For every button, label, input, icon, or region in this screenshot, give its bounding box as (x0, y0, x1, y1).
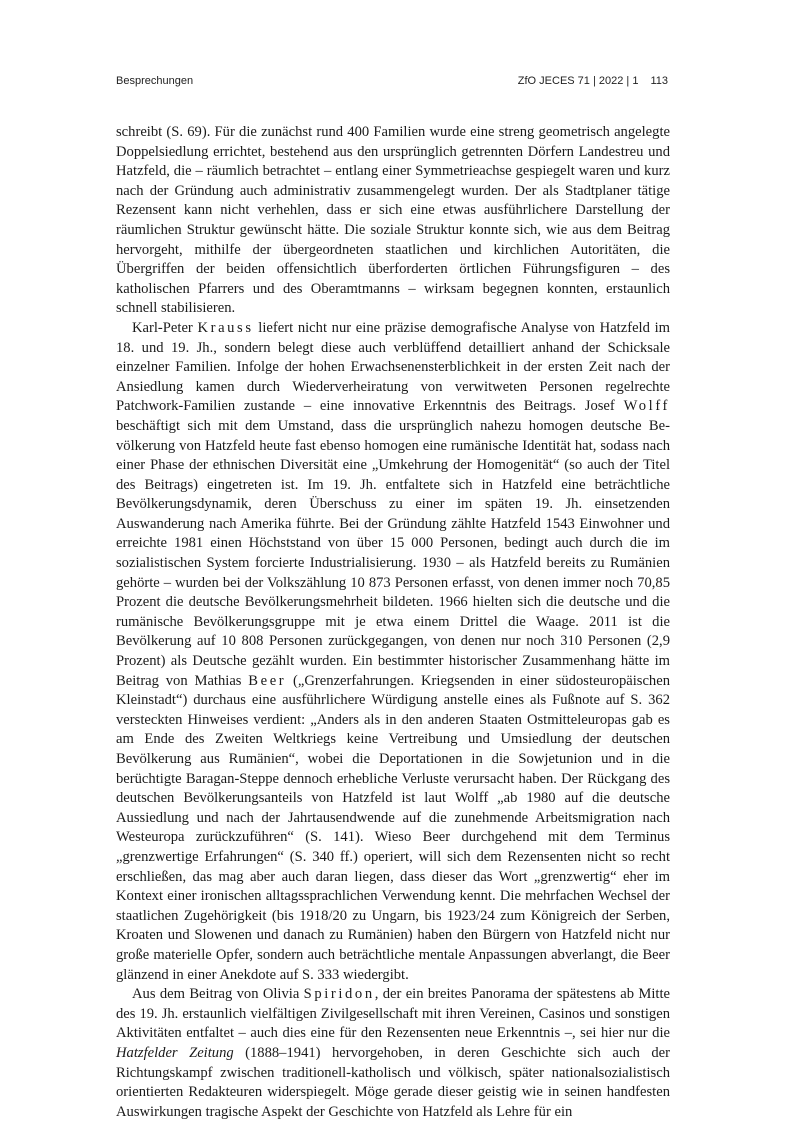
paragraph-text: , der ein breites Panorama der spätestens ab Mitte des 19. Jh. erstaunlich vielfältigen Zivilgesellschaft mit ihren Vereinen, Casinos und sonstigen Aktivitäten entfaltet – auch dies eine für den Rezensenten neue Erkenntnis –, sei hier nur die (116, 986, 670, 1042)
newspaper-title: Hatzfelder Zeitung (116, 1044, 234, 1061)
paragraph-text: beschäftigt sich mit dem Umstand, dass die ursprünglich nahezu homogen deutsche Bevölkerung von Hatzfeld heute fast ebenso homogen eine rumänische Identität hat, sodass nach einer Phase der ethnischen Diversität eine „Umkehrung der Homogenität“ (so auch der Titel des Beitrags) eingetreten ist. Im 19. Jh. entfaltete sich in Hatzfeld eine beträchtliche Bevölkerungsdynamik, deren Überschuss zu einer im späten 19. Jh. einsetzenden Auswanderung nach Amerika führte. Bei der Gründung zählte Hatzfeld 1543 Einwohner und erreichte 1981 einen Höchststand von über 15 000 Personen, bedingt auch durch die im sozialistischen System forcierte Industrialisierung. 1930 – als Hatzfeld bereits zu Rumänien gehörte – wurden bei der Volkszählung 10 873 Personen erfasst, von denen immer noch 70,85 Prozent die deutsche Bevölkerungsmehrheit bildeten. 1966 hielten sich die deutsche und die rumänische Bevölkerungsgruppe mit je etwa einem Drittel die Waage. 2011 ist die Bevölkerung auf 10 808 Personen zurückgegangen, von denen nur noch 310 Personen (2,9 Prozent) als Deutsche gezählt wurden. Ein bestimmter historischer Zusammenhang hätte im Beitrag von Mathias (116, 417, 670, 689)
paragraph-text: Karl-Peter (132, 319, 198, 336)
author-name-krauss: Krauss (197, 319, 254, 336)
running-header (116, 75, 668, 93)
paragraph-2 (116, 319, 670, 985)
author-name-beer: Beer (248, 672, 287, 689)
section-title: Besprechungen (116, 75, 194, 87)
journal-reference (518, 75, 668, 87)
paragraph-1 (116, 123, 670, 319)
paragraph-text: liefert nicht nur eine präzise demografische Analyse von Hatzfeld im 18. und 19. Jh., sondern belegt diese auch verblüffend detailliert anhand der Schicksale einzelner Familien. Infolge der hohen Erwachsenensterblichkeit in der ersten Zeit nach der Ansiedlung kamen durch Wiederverheiratung von verwitweten Personen regelrechte Patchwork-Familien zustande – eine innovative Erkenntnis des Beitrags. Josef (116, 319, 670, 415)
author-name-spiridon: Spiridon (303, 986, 375, 1003)
author-name-wolff: Wolff (623, 398, 670, 415)
page-number: 113 (650, 75, 668, 87)
body-text (116, 123, 670, 1122)
paragraph-text: („Grenzerfahrungen. Kriegsenden in einer südosteuropäischen Kleinstadt“) durchaus eine ausführlichere Würdigung anstelle eines als Fußnote auf S. 362 versteckten Hinweises verdient: „Anders als in den anderen Staaten Ostmitteleuropas gab es am Ende des Zweiten Weltkriegs keine Vertreibung und Umsiedlung der deutschen Bevölkerung aus Rumänien“, wobei die Deportationen in die Sowjetunion und in die berüchtigte Baragan-Steppe dennoch erhebliche Verluste verursacht haben. Der Rückgang des deutschen Bevölkerungsanteils von Hatzfeld ist laut Wolff „ab 1980 auf die deutsche Aussiedlung und nach der Jahrtausendwende auf die zunehmende Arbeitsmigration nach Westeuropa zurückzuführen“ (S. 141). Wieso Beer durchgehend mit dem Terminus „grenzwertige Erfahrungen“ (S. 340 ff.) operiert, will sich dem Rezensenten nicht so recht erschließen, das mag aber auch daran liegen, dass dieser das Wort „grenzwertig“ eher im Kontext einer ironischen alltagssprachlichen Verwendung kennt. Die mehrfachen Wechsel der staatlichen Zugehörigkeit (bis 1918/20 zu Ungarn, bis 1923/24 zum Königreich der Serben, Kroaten und Slowenen und danach zu Rumänien) haben den Bürgern von Hatzfeld nicht nur große materielle Opfer, sondern auch beträchtliche mentale Anpassungen abverlangt, die Beer glänzend in einer Anekdote auf S. 333 wiedergibt. (116, 672, 670, 983)
paragraph-text: (1888–1941) hervorgehoben, in deren Geschichte sich auch der Richtungskampf zwischen traditionell-katholisch und völkisch, später nationalsozialistisch orientierten Redakteuren widerspiegelt. Möge gerade dieser geistig wie in seinen handfesten Auswirkungen tragische Aspekt der Geschichte von Hatzfeld als Lehre für ein (116, 1044, 670, 1120)
paragraph-text: Aus dem Beitrag von Olivia (132, 986, 304, 1003)
paragraph-text: schreibt (S. 69). Für die zunächst rund 400 Familien wurde eine streng geometrisch angelegte Doppelsiedlung errichtet, bestehend aus den ursprünglich getrennten Dörfern Landestreu und Hatzfeld, die – räumlich betrachtet – entlang einer Symmetrieachse gespiegelt waren und kurz nach der Gründung auch administrativ zusammengelegt wurden. Der als Stadtplaner tätige Rezensent kann nicht verhehlen, dass er sich eine etwas ausführlichere Darstellung der räumlichen Struktur gewünscht hätte. Die soziale Struktur konnte sich, wie aus dem Beitrag hervorgeht, mithilfe der übergeordneten staatlichen und kirchlichen Autoritäten, die Übergriffen der beiden offensichtlich überforderten örtlichen Führungsfiguren – des katholischen Pfarrers und des Oberamtmanns – wirksam begegnen konnten, erstaunlich schnell stabilisieren. (116, 124, 670, 317)
journal-info: ZfO JECES 71 | 2022 | 1 (517, 75, 639, 87)
paragraph-3 (116, 985, 670, 1122)
